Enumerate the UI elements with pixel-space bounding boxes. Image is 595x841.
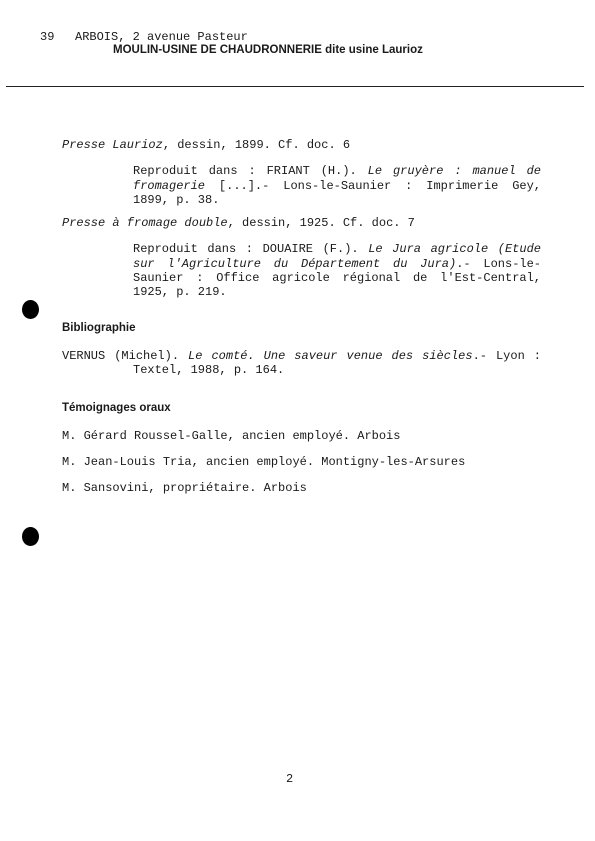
entry-2-repro-line-2: sur l'Agriculture du Département du Jura).- Lons-le- (133, 257, 542, 271)
entry-1-repro-line-3: 1899, p. 38. (133, 193, 220, 207)
oral-heading: Témoignages oraux (62, 402, 171, 414)
entry-1-repro-line-2: fromagerie [...].- Lons-le-Saunier : Imprimerie Gey, (133, 179, 541, 193)
oral-item-2: M. Jean-Louis Tria, ancien employé. Montigny-les-Arsures (62, 455, 466, 469)
entry-2-title: Presse à fromage double (62, 216, 228, 230)
entry-2-rest: , dessin, 1925. Cf. doc. 7 (227, 216, 415, 230)
record-title: MOULIN-USINE DE CHAUDRONNERIE dite usine Laurioz (113, 44, 423, 56)
entry-2-repro-line-4: 1925, p. 219. (133, 285, 227, 299)
oral-item-3: M. Sansovini, propriétaire. Arbois (62, 481, 307, 495)
page-number: 2 (286, 772, 294, 786)
record-number: 39 (40, 30, 55, 44)
entry-2-repro-line-1: Reproduit dans : DOUAIRE (F.). Le Jura agricole (Etude (133, 242, 541, 256)
punch-hole-bottom (22, 527, 39, 546)
entry-2-heading (62, 216, 415, 230)
entry-1-heading (62, 138, 350, 152)
header-rule (6, 86, 584, 87)
entry-1-rest: , dessin, 1899. Cf. doc. 6 (162, 138, 351, 152)
punch-hole-top (22, 300, 39, 319)
entry-1-repro-line-1: Reproduit dans : FRIANT (H.). Le gruyère : manuel de (133, 164, 541, 178)
record-address: ARBOIS, 2 avenue Pasteur (75, 30, 248, 44)
entry-2-repro-line-3: Saunier : Office agricole régional de l'Est-Central, (133, 271, 541, 285)
bibliography-line-1: VERNUS (Michel). Le comté. Une saveur venue des siècles.- Lyon : (62, 349, 541, 363)
bibliography-heading: Bibliographie (62, 322, 136, 334)
bibliography-line-2: Textel, 1988, p. 164. (133, 363, 285, 377)
oral-item-1: M. Gérard Roussel-Galle, ancien employé. Arbois (62, 429, 401, 443)
entry-1-title: Presse Laurioz (62, 138, 163, 152)
